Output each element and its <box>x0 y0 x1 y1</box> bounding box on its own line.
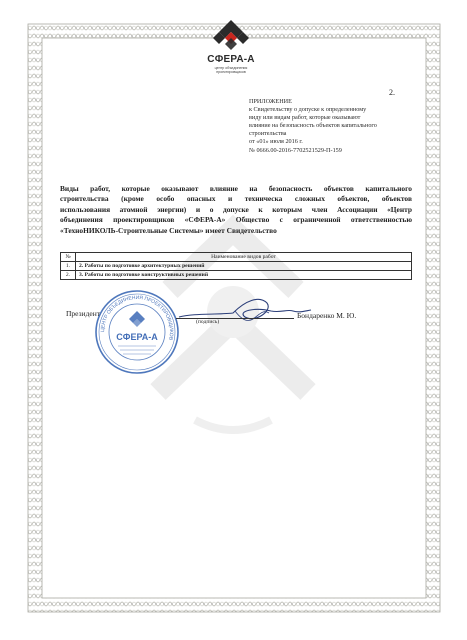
paragraph-word: допуске <box>222 204 249 214</box>
appendix-line: ПРИЛОЖЕНИЕ <box>249 98 292 105</box>
paragraph-word: объектов, <box>337 194 370 204</box>
appendix-line: к Свидетельству о допуске к определенному <box>249 106 367 114</box>
paragraph-word: атомной <box>119 204 148 214</box>
paragraph-word: объектов <box>381 194 412 204</box>
paragraph-word: объектов <box>323 184 354 193</box>
organization-logo <box>203 18 259 76</box>
paragraph-word: которым <box>272 204 303 214</box>
paragraph-word: Ассоциации <box>337 204 378 214</box>
paragraph-word: член <box>311 204 328 214</box>
paragraph-word: о <box>209 204 214 214</box>
paragraph-word: Виды <box>60 184 79 193</box>
page-number: 2. <box>389 88 395 97</box>
row-work-name: 3. Работы по подготовке конструктивных решений <box>76 271 412 280</box>
organization-seal <box>94 289 180 375</box>
paragraph-word: и <box>227 194 233 204</box>
column-header-name: Наименование видов работ <box>76 253 412 262</box>
row-number: 2. <box>61 271 76 280</box>
work-types-table <box>60 252 412 280</box>
paragraph-word: к <box>258 204 263 214</box>
paragraph-word: объединения <box>60 215 103 225</box>
paragraph-word: сложных <box>294 194 325 204</box>
paragraph-word: «СФЕРА-А» <box>184 215 226 225</box>
appendix-line: виду или видам работ, которые оказывают <box>249 114 361 122</box>
paragraph-word: проектировщиков <box>113 215 175 225</box>
paragraph-word: строительства <box>60 194 109 204</box>
signature-caption: (подпись) <box>196 319 220 325</box>
appendix-line: от «01» июля 2016 г. <box>249 138 303 146</box>
paragraph-word: ограниченной <box>293 215 341 225</box>
paragraph-word: особо <box>156 194 175 204</box>
paragraph-word: безопасность <box>268 184 313 193</box>
row-number: 1. <box>61 262 76 271</box>
paragraph-word: оказывают <box>161 184 199 193</box>
paragraph-word: техническа <box>244 194 283 204</box>
paragraph-word: «Центр <box>387 204 412 214</box>
seal-ring-text: ЦЕНТР ОБЪЕДИНЕНИЯ ПРОЕКТИРОВЩИКОВ <box>99 294 175 341</box>
paragraph-word: влияние <box>209 184 238 193</box>
paragraph-word: которые <box>121 184 150 193</box>
appendix-line: строительства <box>249 130 287 138</box>
signature-line <box>176 318 294 319</box>
logo-name: СФЕРА-А <box>207 54 255 65</box>
paragraph-word: использования <box>60 204 111 214</box>
signer-position: Президент <box>66 309 100 318</box>
paragraph-word: ответственностью <box>350 215 412 225</box>
appendix-line: влияние на безопасность объектов капитального <box>249 122 377 130</box>
row-work-name: 2. Работы по подготовке архитектурных решений <box>76 262 412 271</box>
paragraph-line <box>60 205 412 215</box>
appendix-line: № 0666.00-2016-7702521529-П-159 <box>249 146 342 154</box>
paragraph-line <box>60 215 412 225</box>
column-header-number: № <box>61 253 76 262</box>
paragraph-line <box>60 184 412 194</box>
paragraph-word: опасных <box>186 194 216 204</box>
paragraph-line <box>60 226 412 236</box>
logo-emblem-icon <box>203 18 259 54</box>
paragraph-word: работ, <box>90 184 111 193</box>
work-types-paragraph <box>60 184 412 236</box>
table-header-row <box>61 253 412 262</box>
paragraph-word: «ТехноНИКОЛЬ-Строительные Системы» имеет Свидетельство <box>60 225 277 235</box>
paragraph-word: капитального <box>365 184 412 193</box>
appendix-block <box>249 98 419 155</box>
seal-center-text: СФЕРА-А <box>116 332 158 342</box>
paragraph-word: и <box>195 204 201 214</box>
paragraph-line <box>60 194 412 204</box>
paragraph-word: на <box>249 184 258 193</box>
paragraph-word: Общество <box>235 215 270 225</box>
signer-name: Бондаренко М. Ю. <box>297 311 357 320</box>
paragraph-word: энергии) <box>157 204 187 214</box>
paragraph-word: (кроме <box>121 194 144 204</box>
logo-subtitle: центр объединения проектировщиков <box>214 66 248 74</box>
table-row <box>61 262 412 271</box>
table-row <box>61 271 412 280</box>
paragraph-word: с <box>279 215 283 225</box>
